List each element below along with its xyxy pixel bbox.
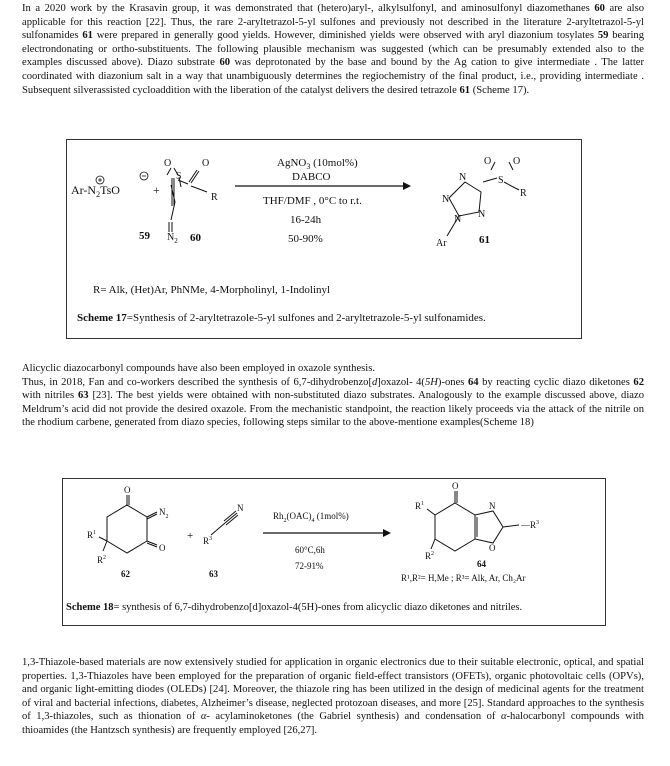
atom-n: N	[454, 214, 462, 225]
atom-n: N	[459, 172, 467, 183]
atom-n: N	[237, 503, 244, 513]
compound-64-structure	[427, 491, 519, 551]
scheme-17-diagram	[67, 140, 581, 338]
reagent-aryldiazonium: $Ar-N_2TsO$	[71, 183, 120, 199]
condition-temperature: 60°C,6h	[295, 545, 325, 555]
atom-r3: $R^3$	[203, 536, 213, 546]
condition-yield: 72-91%	[295, 561, 324, 571]
atom-r2: $R^2$	[97, 555, 107, 565]
scheme-18-caption: Scheme 18= synthesis of 6,7-dihydrobenzo[d]oxazol-4(5H)-ones from alicyclic diazo diketones and nitriles.	[66, 602, 523, 613]
scheme-18-box	[62, 478, 606, 626]
condition-yield: 50-90%	[288, 233, 323, 245]
condition-dabco: DABCO	[292, 171, 331, 183]
compound-64-label: 64	[477, 559, 486, 569]
atom-r3: $—R^3$	[521, 520, 540, 530]
atom-r: R	[211, 192, 218, 203]
compound-63-label: 63	[209, 569, 218, 579]
r-group-definition: R¹,R²= H,Me ; R³= Alk, Ar, Ch₂Ar	[401, 573, 526, 583]
atom-o: O	[452, 481, 459, 491]
atom-n2: $N_2$	[167, 232, 178, 245]
scheme-17-caption: Scheme 17=Synthesis of 2-aryltetrazole-5-yl sulfones and 2-aryltetrazole-5-yl sulfonamides.	[77, 312, 486, 324]
atom-s: S	[498, 175, 504, 186]
atom-r: R	[520, 188, 527, 199]
paragraph-oxazole: Alicyclic diazocarbonyl compounds have also been employed in oxazole synthesis. Thus, in 2018, Fan and co-workers described the synthesis of 6,7-dihydrobenzo[d]oxazol- 4(5H)-ones 64 by reacting cyclic diazo diketones 62 with nitriles 63 [23]. The best yields were obtained with non-substituted diazo substrates. Analogously to the example discussed above, diazo Meldrum’s acid did not provide the desired oxazole. From the mechanistic standpoint, the reaction likely proceeds via the attack of the nitrile on the rhodium carbene, generated from diazo species, following steps similar to the above-mentione examples(Scheme 18)	[22, 363, 644, 429]
condition-agno3: AgNO$_3$ (10mol%)	[277, 157, 358, 171]
compound-61-label: 61	[479, 234, 490, 246]
condition-solvent: THF/DMF , 0°C to r.t.	[263, 195, 362, 207]
arrow-head-icon	[383, 529, 391, 537]
arrow-head-icon	[403, 182, 411, 190]
paragraph-thiazole: 1,3-Thiazole-based materials are now extensively studied for application in organic electronics due to their suitable electronic, optical, and spatial properties. 1,3-Thiazoles have been employed for the preparation of organic field-effect transistors (OFETs), organic photovoltaic cells (OPVs), and organic light-emitting diodes (OLEDs) [24]. Moreover, the thiazole ring has been utilized in the design of medicinal agents for the treatment of viral and bacterial infections, diabetes, Alzheimer’s disease, neglected protozoan diseases, and more [25]. Standard approaches to the synthesis of 1,3-thiazoles, such as thionation of α- acylaminoketones (the Gabriel synthesis) and condensation of α-halocarbonyl compounds with thioamides (the Hantzsch synthesis) are frequently employed [26,27].	[22, 657, 644, 736]
condition-time: 16-24h	[290, 214, 322, 226]
atom-o: O	[489, 543, 496, 553]
atom-n2: $N_2$	[159, 507, 169, 520]
compound-59-label: 59	[139, 230, 150, 242]
plus-sign: +	[187, 530, 194, 542]
r-group-definition: R= Alk, (Het)Ar, PhNMe, 4-Morpholinyl, 1-Indolinyl	[93, 284, 331, 296]
atom-o: O	[202, 158, 210, 169]
atom-r1: $R^1$	[87, 530, 97, 540]
plus-sign: +	[153, 183, 160, 197]
paragraph-krasavin: In a 2020 work by the Krasavin group, it was demonstrated that (hetero)aryl-, alkylsulfonyl, and aminosulfonyl diazomethanes 60 are also applicable for this reaction [22]. Thus, the rare 2-aryltetrazol-5-yl sulfones and previously not described in the literature 2-aryltetrazol-5-yl sulfonamides 61 were prepared in generally good yields. However, diminished yields were observed with aryl diazonium tosylates 59 bearing electrondonating or ortho-substituents. The following plausible mechanism was suggested (which can be presumably extended also to the examples discussed above). Diazo substrate 60 was deprotonated by the base and bound by the Ag cation to give intermediate . The latter coordinated with diazonium salt in a way that unambiguously determines the regiochemistry of the final product, i.e., providing intermediate . Subsequent silverassisted cycloaddition with the liberation of the catalyst delivers the desired tetrazole 61 (Scheme 17).	[22, 3, 644, 96]
atom-o: O	[484, 156, 492, 167]
atom-n: N	[442, 194, 450, 205]
atom-n: N	[478, 209, 486, 220]
compound-60-label: 60	[190, 232, 201, 244]
compound-62-structure	[99, 495, 157, 553]
scheme-17-box	[66, 139, 582, 339]
atom-r1: $R^1$	[415, 501, 425, 511]
atom-o: O	[159, 543, 166, 553]
atom-o: O	[164, 158, 172, 169]
compound-62-label: 62	[121, 569, 130, 579]
atom-s: S	[176, 171, 182, 182]
atom-n: N	[489, 501, 496, 511]
condition-catalyst: $Rh_2(OAC)_4$ (1mol%)	[273, 511, 349, 524]
compound-63-structure	[211, 511, 238, 535]
atom-r2: $R^2$	[425, 551, 435, 561]
atom-o: O	[513, 156, 521, 167]
atom-ar: Ar	[436, 238, 447, 249]
atom-o: O	[124, 485, 131, 495]
